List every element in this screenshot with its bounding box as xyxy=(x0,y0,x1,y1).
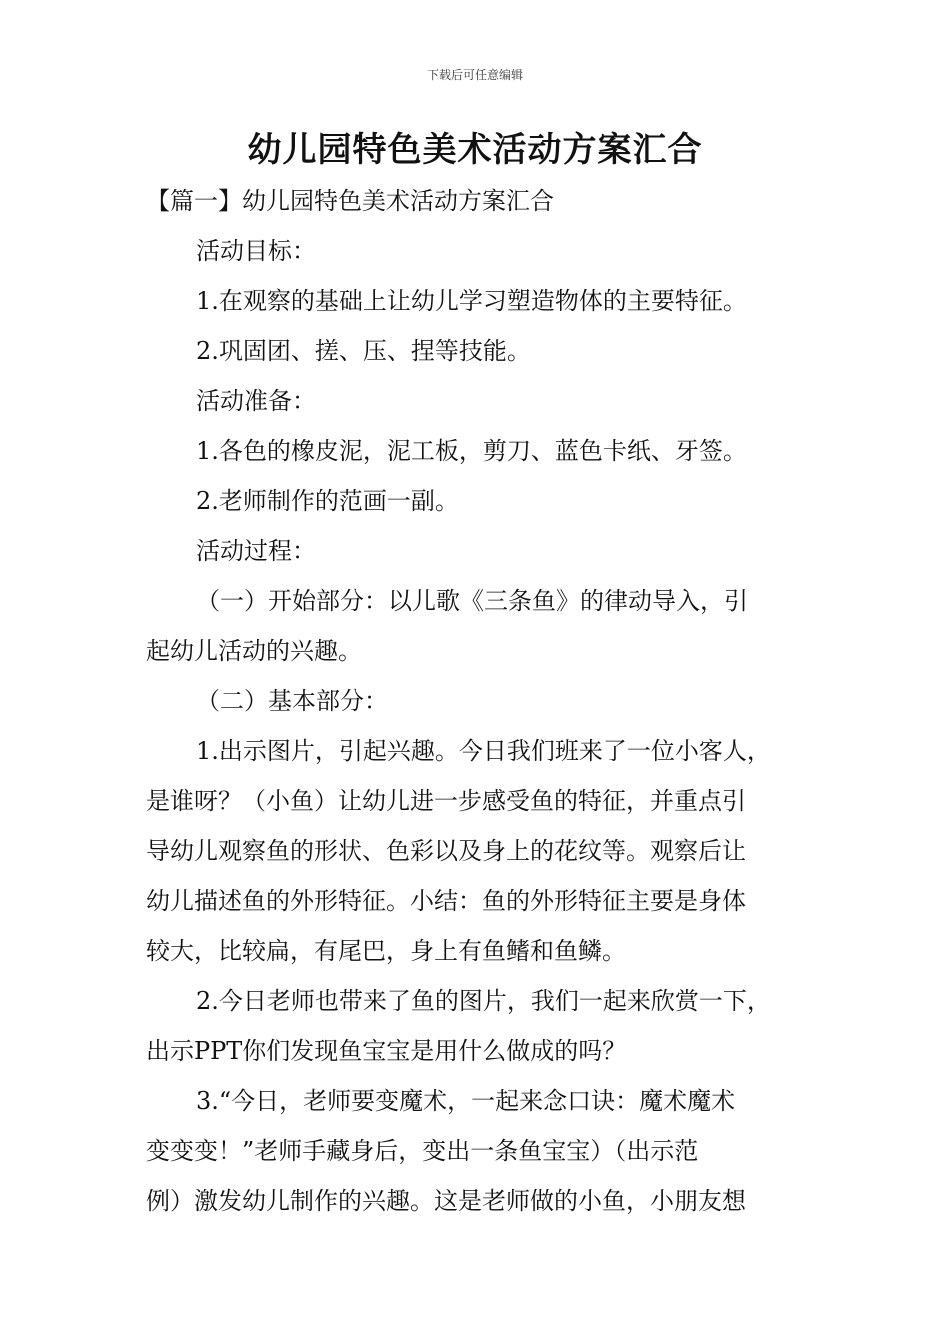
body-line: 导幼儿观察鱼的形状、色彩以及身上的花纹等。观察后让 xyxy=(146,837,746,865)
body-line: 1.在观察的基础上让幼儿学习塑造物体的主要特征。 xyxy=(196,287,747,315)
body-line: 是谁呀？（小鱼）让幼儿进一步感受鱼的特征，并重点引 xyxy=(146,787,746,815)
body-line: 幼儿描述鱼的外形特征。小结：鱼的外形特征主要是身体 xyxy=(146,887,746,915)
header-note: 下载后可任意编辑 xyxy=(426,68,523,82)
body-line: 2.巩固团、搓、压、捏等技能。 xyxy=(196,337,531,365)
body-line: （一）开始部分：以儿歌《三条鱼》的律动导入，引 xyxy=(196,587,748,615)
body-line: 变变变！”老师手藏身后，变出一条鱼宝宝）（出示范 xyxy=(146,1137,699,1165)
body-line: 例）激发幼儿制作的兴趣。这是老师做的小鱼，小朋友想 xyxy=(146,1187,746,1215)
body-line: 活动目标： xyxy=(196,237,316,265)
body-line: 2.今日老师也带来了鱼的图片，我们一起来欣赏一下， xyxy=(196,987,771,1015)
document-title: 幼儿园特色美术活动方案汇合 xyxy=(247,130,703,170)
body-line: 活动准备： xyxy=(196,387,316,415)
body-line: 2.老师制作的范画一副。 xyxy=(196,487,459,515)
body-line: 活动过程： xyxy=(196,537,316,565)
body-line: 1.出示图片，引起兴趣。今日我们班来了一位小客人， xyxy=(196,737,771,765)
body-line: 出示PPT你们发现鱼宝宝是用什么做成的吗？ xyxy=(146,1037,627,1065)
body-line: （二）基本部分： xyxy=(196,687,388,715)
body-line: 起幼儿活动的兴趣。 xyxy=(146,637,362,665)
section-heading: 【篇一】幼儿园特色美术活动方案汇合 xyxy=(146,187,554,215)
document-body xyxy=(146,176,811,1226)
body-line: 较大，比较扁，有尾巴，身上有鱼鳍和鱼鳞。 xyxy=(146,937,626,965)
body-line: 1.各色的橡皮泥，泥工板，剪刀、蓝色卡纸、牙签。 xyxy=(196,437,747,465)
body-line: 3.“今日，老师要变魔术，一起来念口诀：魔术魔术 xyxy=(196,1087,736,1115)
